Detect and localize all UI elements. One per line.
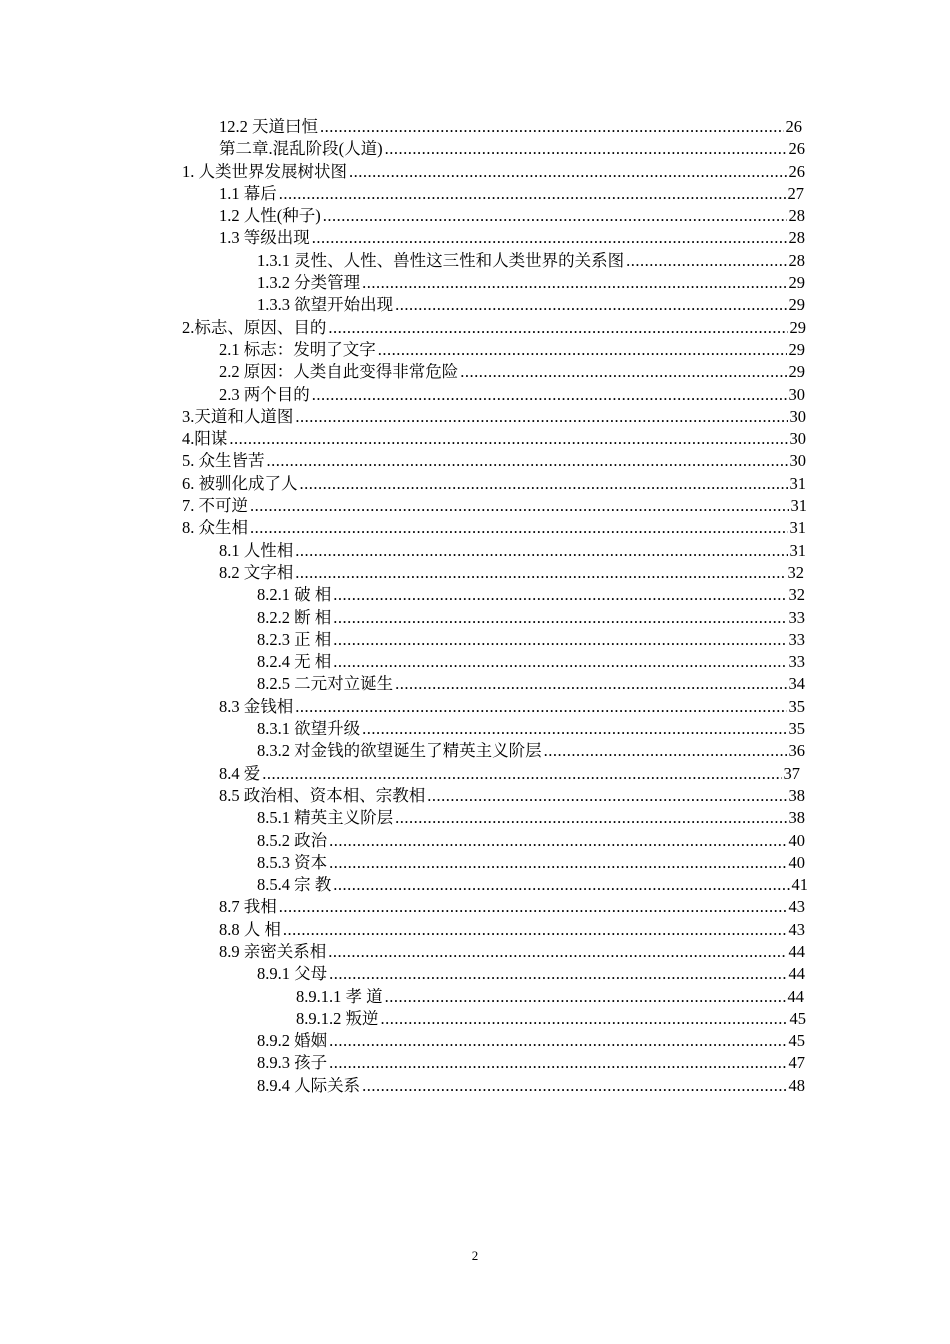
toc-entry-page: 36 — [788, 741, 805, 761]
toc-entry-title: 4.阳谋 — [182, 429, 228, 449]
toc-entry-page: 32 — [788, 585, 805, 605]
toc-entry-page: 37 — [783, 763, 800, 783]
toc-entry-title: 2.1 标志：发明了文字 — [219, 339, 376, 359]
toc-entry[interactable] — [219, 384, 805, 406]
toc-entry[interactable] — [182, 161, 805, 183]
toc-leader-dots — [362, 1075, 786, 1097]
toc-entry-page: 30 — [789, 429, 806, 449]
toc-leader-dots — [362, 272, 786, 294]
toc-entry-title: 1.1 幕后 — [219, 183, 277, 203]
toc-entry-title: 3.天道和人道图 — [182, 406, 294, 426]
toc-entry-title: 8.4 爱 — [219, 763, 261, 783]
toc-entry[interactable] — [219, 361, 805, 383]
toc-leader-dots — [329, 1052, 786, 1074]
toc-leader-dots — [460, 361, 786, 383]
toc-entry-title: 8.9.1.1 孝 道 — [296, 986, 383, 1006]
toc-entry-page: 38 — [788, 785, 805, 805]
toc-entry[interactable] — [219, 785, 805, 807]
toc-entry-title: 8.2 文字相 — [219, 562, 294, 582]
toc-entry[interactable] — [182, 517, 806, 539]
toc-leader-dots — [427, 785, 786, 807]
toc-leader-dots — [544, 740, 787, 762]
toc-entry-page: 30 — [789, 406, 806, 426]
toc-leader-dots — [328, 941, 786, 963]
toc-entry-title: 1. 人类世界发展树状图 — [182, 161, 347, 181]
toc-leader-dots — [329, 1030, 786, 1052]
toc-entry-title: 8.9.4 人际关系 — [257, 1075, 361, 1095]
toc-leader-dots — [333, 629, 786, 651]
toc-entry-page: 45 — [789, 1008, 806, 1028]
toc-leader-dots — [295, 406, 787, 428]
toc-entry-title: 7. 不可逆 — [182, 496, 248, 516]
toc-entry-page: 48 — [788, 1075, 805, 1095]
toc-leader-dots — [279, 896, 787, 918]
toc-entry-title: 6. 被驯化成了人 — [182, 473, 298, 493]
toc-entry[interactable] — [257, 1030, 805, 1052]
toc-entry-title: 8.9 亲密关系相 — [219, 941, 327, 961]
toc-entry-page: 28 — [788, 206, 805, 226]
toc-entry-title: 5. 众生皆苦 — [182, 451, 265, 471]
toc-leader-dots — [333, 607, 786, 629]
toc-entry[interactable] — [219, 183, 804, 205]
toc-entry-title: 1.3.3 欲望开始出现 — [257, 295, 394, 315]
page-number: 2 — [471, 1248, 479, 1263]
toc-entry[interactable] — [182, 450, 806, 472]
toc-entry[interactable] — [257, 629, 805, 651]
toc-entry-title: 8.9.2 婚姻 — [257, 1031, 328, 1051]
toc-leader-dots — [395, 294, 786, 316]
toc-entry-page: 43 — [788, 897, 805, 917]
toc-leader-dots — [385, 138, 787, 160]
toc-entry-page: 44 — [787, 986, 804, 1006]
toc-entry[interactable] — [257, 272, 805, 294]
toc-entry-page: 26 — [788, 161, 805, 181]
toc-leader-dots — [295, 696, 786, 718]
toc-entry-page: 44 — [788, 964, 805, 984]
toc-entry-title: 8.2.1 破 相 — [257, 585, 332, 605]
toc-entry[interactable] — [219, 763, 800, 785]
toc-leader-dots — [279, 183, 786, 205]
toc-entry[interactable] — [257, 250, 805, 272]
toc-leader-dots — [250, 495, 789, 517]
toc-entry-page: 29 — [788, 295, 805, 315]
toc-leader-dots — [250, 517, 788, 539]
toc-leader-dots — [300, 473, 788, 495]
toc-entry[interactable] — [257, 1075, 805, 1097]
toc-entry-page: 40 — [788, 852, 805, 872]
toc-entry-title: 8.2.2 断 相 — [257, 607, 332, 627]
toc-entry-title: 8.2.4 无 相 — [257, 652, 332, 672]
toc-leader-dots — [333, 584, 786, 606]
toc-leader-dots — [229, 428, 787, 450]
toc-leader-dots — [626, 250, 786, 272]
toc-entry-title: 8.5.4 宗 教 — [257, 875, 332, 895]
toc-entry[interactable] — [257, 807, 805, 829]
toc-entry[interactable] — [182, 317, 806, 339]
toc-entry[interactable] — [257, 673, 805, 695]
toc-entry[interactable] — [219, 227, 805, 249]
toc-entry-page: 31 — [789, 518, 806, 538]
toc-entry-page: 26 — [785, 117, 802, 136]
toc-leader-dots — [362, 718, 786, 740]
toc-leader-dots — [295, 562, 785, 584]
toc-entry-page: 40 — [788, 830, 805, 850]
toc-leader-dots — [329, 830, 786, 852]
toc-entry[interactable] — [219, 205, 805, 227]
toc-entry-page: 29 — [788, 362, 805, 382]
toc-entry-page: 47 — [788, 1053, 805, 1073]
toc-leader-dots — [328, 317, 787, 339]
toc-entry-page: 35 — [788, 696, 805, 716]
toc-entry[interactable] — [219, 116, 802, 138]
toc-entry[interactable] — [182, 495, 807, 517]
toc-entry-title: 2.3 两个目的 — [219, 384, 310, 404]
toc-entry-title: 1.3.2 分类管理 — [257, 273, 361, 293]
toc-entry[interactable] — [296, 986, 804, 1008]
toc-entry-title: 8.5.2 政治 — [257, 830, 328, 850]
toc-leader-dots — [323, 205, 787, 227]
toc-entry[interactable] — [219, 696, 805, 718]
toc-entry-title: 8.3.2 对金钱的欲望诞生了精英主义阶层 — [257, 741, 542, 761]
toc-entry-page: 41 — [791, 875, 808, 895]
toc-entry-page: 34 — [788, 674, 805, 694]
toc-entry-page: 31 — [789, 473, 806, 493]
toc-entry-title: 8.5.3 资本 — [257, 852, 328, 872]
toc-entry[interactable] — [257, 963, 805, 985]
toc-entry-page: 44 — [788, 941, 805, 961]
toc-entry-title: 8. 众生相 — [182, 518, 248, 538]
toc-entry[interactable] — [257, 651, 805, 673]
toc-leader-dots — [333, 874, 789, 896]
toc-leader-dots — [312, 384, 787, 406]
toc-entry-title: 8.2.3 正 相 — [257, 629, 332, 649]
toc-leader-dots — [320, 116, 784, 138]
toc-entry-page: 28 — [788, 250, 805, 270]
table-of-contents — [0, 116, 950, 1097]
toc-entry[interactable] — [182, 473, 806, 495]
toc-entry-page: 29 — [789, 317, 806, 337]
toc-entry-title: 1.3 等级出现 — [219, 228, 310, 248]
toc-entry-title: 8.3 金钱相 — [219, 696, 294, 716]
toc-entry-title: 2.标志、原因、目的 — [182, 317, 327, 337]
toc-entry-page: 33 — [788, 629, 805, 649]
toc-entry[interactable] — [219, 562, 804, 584]
toc-entry-title: 1.2 人性(种子) — [219, 206, 321, 226]
toc-entry[interactable] — [257, 718, 805, 740]
toc-entry[interactable] — [219, 941, 805, 963]
toc-entry-page: 32 — [787, 562, 804, 582]
toc-entry-page: 38 — [788, 808, 805, 828]
toc-entry-page: 45 — [788, 1031, 805, 1051]
toc-leader-dots — [262, 763, 781, 785]
toc-entry-title: 8.9.1 父母 — [257, 964, 328, 984]
toc-entry-page: 26 — [788, 139, 805, 159]
toc-entry[interactable] — [257, 584, 805, 606]
toc-entry[interactable] — [257, 607, 805, 629]
toc-entry[interactable] — [219, 339, 805, 361]
toc-leader-dots — [381, 1008, 788, 1030]
toc-entry-title: 8.8 人 相 — [219, 919, 281, 939]
toc-entry[interactable] — [219, 540, 806, 562]
toc-leader-dots — [329, 963, 786, 985]
toc-entry-page: 31 — [789, 540, 806, 560]
toc-entry[interactable] — [296, 1008, 806, 1030]
toc-entry[interactable] — [219, 138, 805, 160]
toc-entry-page: 30 — [788, 384, 805, 404]
toc-leader-dots — [395, 673, 786, 695]
toc-entry[interactable] — [219, 896, 805, 918]
toc-entry-page: 27 — [787, 183, 804, 203]
toc-entry-title: 8.9.3 孩子 — [257, 1053, 328, 1073]
toc-entry-page: 33 — [788, 607, 805, 627]
toc-leader-dots — [267, 450, 788, 472]
toc-entry-title: 8.7 我相 — [219, 897, 277, 917]
toc-entry[interactable] — [257, 1052, 805, 1074]
toc-entry-title: 8.9.1.2 叛逆 — [296, 1008, 379, 1028]
toc-entry-page: 30 — [789, 451, 806, 471]
toc-entry[interactable] — [182, 428, 806, 450]
toc-entry-title: 8.2.5 二元对立诞生 — [257, 674, 394, 694]
toc-entry-page: 31 — [790, 496, 807, 516]
toc-entry[interactable] — [257, 740, 805, 762]
toc-leader-dots — [283, 919, 787, 941]
toc-entry[interactable] — [182, 406, 806, 428]
toc-leader-dots — [295, 540, 787, 562]
toc-entry-page: 28 — [788, 228, 805, 248]
toc-entry[interactable] — [257, 294, 805, 316]
toc-leader-dots — [349, 161, 787, 183]
toc-leader-dots — [385, 986, 786, 1008]
toc-entry-page: 43 — [788, 919, 805, 939]
toc-entry-page: 35 — [788, 719, 805, 739]
toc-entry-page: 29 — [788, 339, 805, 359]
toc-entry[interactable] — [257, 874, 808, 896]
toc-entry-title: 12.2 天道曰恒 — [219, 117, 318, 136]
toc-leader-dots — [329, 852, 786, 874]
toc-entry-title: 第二章.混乱阶段(人道) — [219, 139, 383, 159]
toc-entry-title: 8.3.1 欲望升级 — [257, 719, 361, 739]
toc-entry[interactable] — [257, 852, 805, 874]
toc-entry[interactable] — [257, 830, 805, 852]
toc-entry[interactable] — [219, 919, 805, 941]
toc-leader-dots — [312, 227, 787, 249]
toc-entry-page: 29 — [788, 273, 805, 293]
toc-leader-dots — [378, 339, 787, 361]
toc-entry-page: 33 — [788, 652, 805, 672]
toc-entry-title: 8.1 人性相 — [219, 540, 294, 560]
toc-leader-dots — [395, 807, 786, 829]
toc-entry-title: 8.5 政治相、资本相、宗教相 — [219, 785, 426, 805]
toc-entry-title: 1.3.1 灵性、人性、兽性这三性和人类世界的关系图 — [257, 250, 625, 270]
toc-entry-title: 2.2 原因：人类自此变得非常危险 — [219, 362, 459, 382]
toc-entry-title: 8.5.1 精英主义阶层 — [257, 808, 394, 828]
toc-leader-dots — [333, 651, 786, 673]
